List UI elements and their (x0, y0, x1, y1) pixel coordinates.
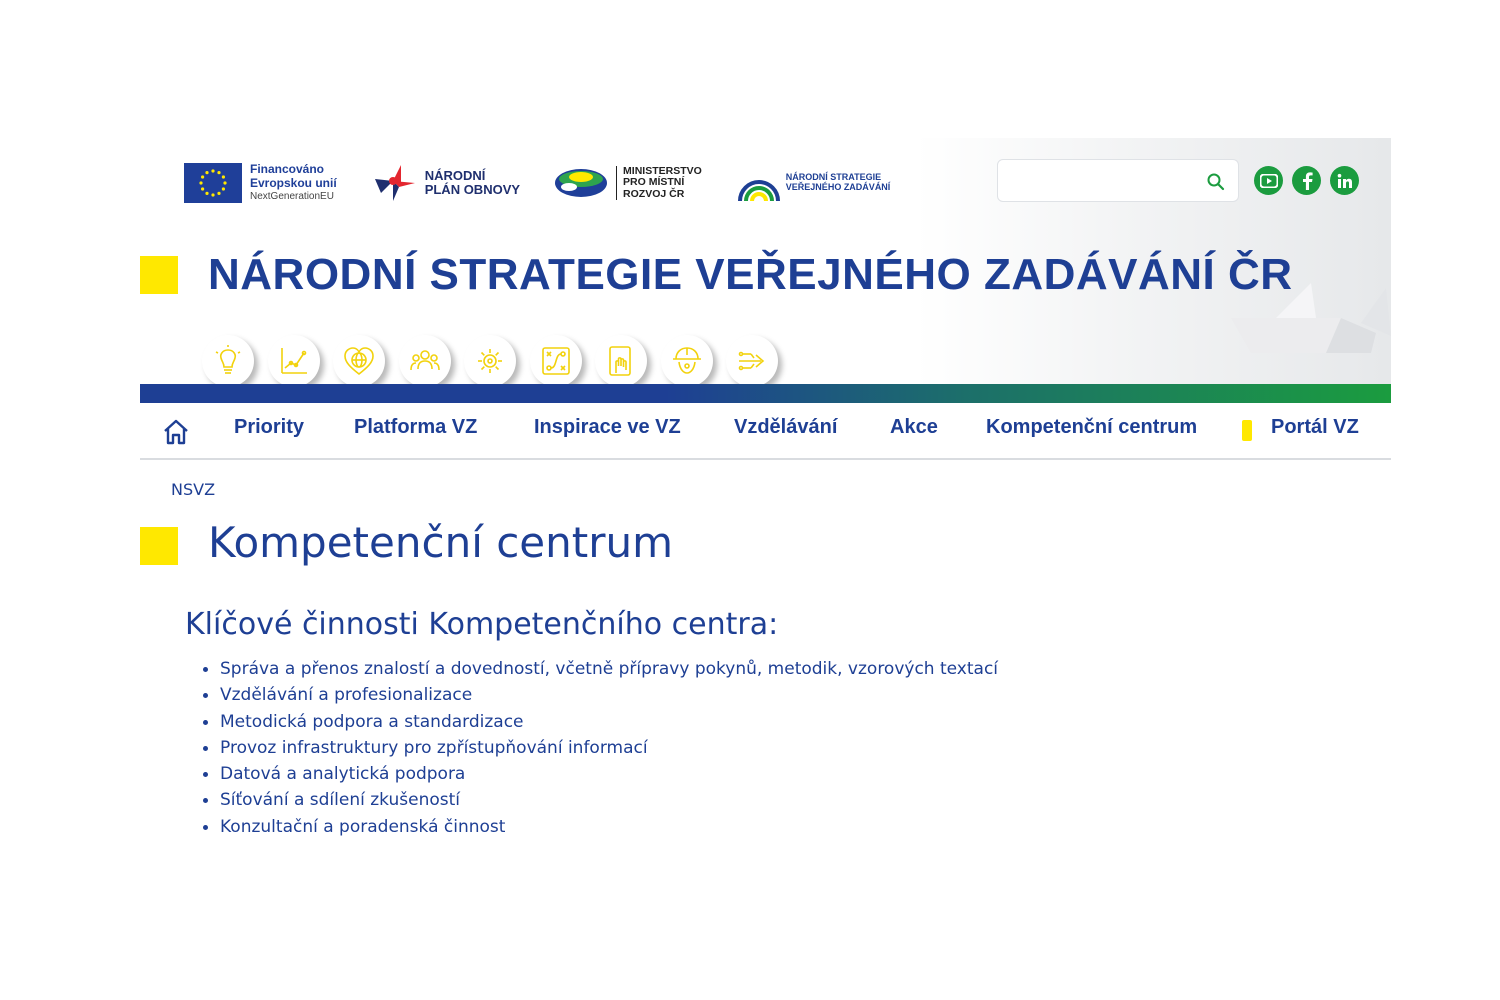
theme-icon-row (202, 335, 792, 387)
mmr-logo-line3: ROZVOJ ČR (623, 187, 685, 200)
eu-flag-icon (184, 163, 242, 203)
digital-arrow-icon[interactable] (726, 335, 778, 387)
social-links (1254, 166, 1368, 195)
list-item: Datová a analytická podpora (199, 761, 998, 787)
mmr-emblem-icon (554, 167, 608, 199)
tablet-hand-icon[interactable] (595, 335, 647, 387)
gear-network-icon[interactable] (464, 335, 516, 387)
globe-heart-icon[interactable] (333, 335, 385, 387)
page-title: Kompetenční centrum (208, 518, 674, 567)
youtube-icon[interactable] (1254, 166, 1283, 195)
eu-logo-line3: NextGenerationEU (250, 191, 334, 203)
mmr-logo[interactable] (554, 166, 702, 201)
people-icon[interactable] (399, 335, 451, 387)
list-item: Metodická podpora a standardizace (199, 709, 998, 735)
nsvz-logo-line1: NÁRODNÍ STRATEGIE (785, 172, 882, 183)
search-input[interactable] (1008, 170, 1202, 194)
list-item: Vzdělávání a profesionalizace (199, 682, 998, 708)
list-item: Konzultační a poradenská činnost (199, 814, 998, 840)
mmr-logo-line2: PRO MÍSTNÍ (623, 176, 685, 189)
nsvz-logo-line2: VEŘEJNÉHO ZADÁVÁNÍ (785, 182, 891, 192)
npo-logo-line1: NÁRODNÍ (424, 167, 486, 183)
npo-logo-line2: PLÁN OBNOVY (424, 182, 521, 197)
list-item: Provoz infrastruktury pro zpřístupňování informací (199, 735, 998, 761)
strategy-board-icon[interactable] (530, 335, 582, 387)
color-band (140, 384, 1391, 403)
nav-item-vzdelavani[interactable]: Vzdělávání (734, 416, 838, 438)
nav-item-platforma-vz[interactable]: Platforma VZ (354, 416, 478, 438)
nsvz-logo[interactable] (736, 161, 891, 205)
list-item: Správa a přenos znalostí a dovedností, včetně přípravy pokynů, metodik, vzorových textací (199, 656, 998, 682)
facebook-icon[interactable] (1292, 166, 1321, 195)
mmr-logo-line1: MINISTERSTVO (623, 164, 702, 177)
linkedin-icon[interactable] (1330, 166, 1359, 195)
npo-logo[interactable] (371, 161, 520, 205)
title-accent-square (140, 256, 178, 294)
growth-chart-icon[interactable] (268, 335, 320, 387)
nav-item-priority[interactable]: Priority (234, 416, 305, 438)
nav-item-portal-vz[interactable]: Portál VZ (1271, 416, 1359, 438)
breadcrumb[interactable]: NSVZ (171, 480, 216, 499)
main-nav (140, 403, 1391, 460)
npo-star-icon (371, 161, 419, 205)
search-box[interactable] (997, 159, 1239, 202)
eu-logo[interactable] (184, 163, 337, 203)
site-title: NÁRODNÍ STRATEGIE VEŘEJNÉHO ZADÁVÁNÍ ČR (208, 250, 1293, 299)
eu-logo-line2: Evropskou unií (250, 176, 337, 191)
eu-logo-line1: Financováno (250, 162, 325, 177)
nav-item-akce[interactable]: Akce (890, 416, 938, 438)
list-item: Síťování a sdílení zkušeností (199, 787, 998, 813)
lightbulb-icon[interactable] (202, 335, 254, 387)
nav-item-kompetencni-centrum[interactable]: Kompetenční centrum (986, 416, 1198, 438)
worker-helmet-icon[interactable] (661, 335, 713, 387)
nav-accent-marker (1242, 420, 1252, 441)
home-icon[interactable] (162, 418, 190, 446)
search-icon[interactable] (1206, 172, 1226, 192)
page-title-accent-square (140, 527, 178, 565)
activities-list (199, 656, 998, 840)
section-title: Klíčové činnosti Kompetenčního centra: (185, 607, 779, 642)
nsvz-arcs-icon (736, 161, 782, 205)
partner-logos (184, 158, 924, 208)
site-header (140, 138, 1391, 460)
nav-item-inspirace-ve-vz[interactable]: Inspirace ve VZ (534, 416, 681, 438)
